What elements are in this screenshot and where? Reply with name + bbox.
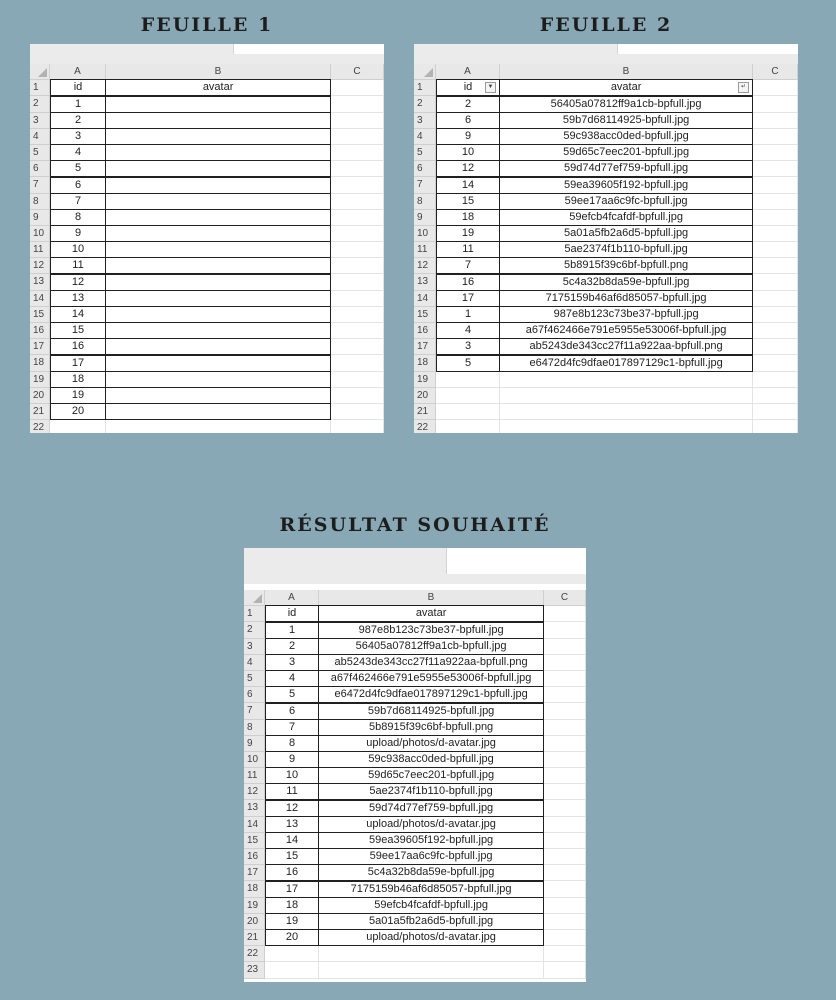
row-header[interactable]: 20	[30, 388, 50, 404]
cell[interactable]	[544, 752, 586, 768]
row-header[interactable]: 18	[244, 881, 265, 897]
cell[interactable]	[753, 129, 798, 145]
cell[interactable]	[331, 291, 384, 307]
cell-avatar[interactable]	[105, 387, 331, 404]
sheet2-formula-area	[414, 44, 798, 64]
cell-avatar[interactable]: 59c938acc0ded-bpfull.jpg	[318, 751, 544, 768]
cell[interactable]	[753, 339, 798, 355]
cell-id[interactable]: 4	[50, 144, 106, 161]
cell-avatar[interactable]: 59d74d77ef759-bpfull.jpg	[318, 800, 544, 817]
cell-id[interactable]: 9	[265, 751, 319, 768]
cell[interactable]	[331, 420, 384, 433]
cell[interactable]	[331, 258, 384, 274]
row-header[interactable]: 4	[30, 129, 50, 145]
row-header[interactable]: 11	[414, 242, 436, 258]
cell[interactable]	[106, 420, 331, 433]
result-spreadsheet	[244, 548, 586, 982]
cell-avatar[interactable]: 7175159b46af6d85057-bpfull.jpg	[318, 881, 544, 898]
cell-avatar[interactable]	[105, 144, 331, 161]
row-header[interactable]: 13	[244, 800, 265, 816]
row-header[interactable]: 15	[30, 307, 50, 323]
cell-id[interactable]: 5	[50, 160, 106, 177]
header-cell-avatar[interactable]: avatar	[318, 605, 544, 622]
row-header[interactable]: 6	[30, 161, 50, 177]
cell[interactable]	[331, 113, 384, 129]
cell-id[interactable]: 9	[50, 225, 106, 242]
cell-id[interactable]: 15	[436, 193, 500, 210]
cell[interactable]	[331, 339, 384, 355]
header-cell-id[interactable]: id	[50, 79, 106, 96]
result-title: RÉSULTAT SOUHAITÉ	[279, 514, 551, 536]
row-header[interactable]: 12	[244, 784, 265, 800]
row-header[interactable]: 7	[30, 177, 50, 193]
cell-avatar[interactable]	[105, 274, 331, 291]
sheet1-grid	[30, 64, 384, 433]
cell[interactable]	[500, 372, 753, 388]
row-header[interactable]: 22	[244, 946, 265, 962]
cell[interactable]	[544, 817, 586, 833]
cell[interactable]	[753, 323, 798, 339]
cell-id[interactable]: 16	[265, 864, 319, 881]
column-header-c[interactable]: C	[331, 64, 384, 80]
cell[interactable]	[753, 177, 798, 193]
row-header[interactable]: 9	[414, 210, 436, 226]
select-all-corner[interactable]	[414, 64, 436, 80]
cell-id[interactable]: 12	[50, 274, 106, 291]
result-formula-bar[interactable]	[446, 548, 586, 574]
row-header[interactable]: 9	[244, 736, 265, 752]
select-all-corner[interactable]	[30, 64, 50, 80]
row-header[interactable]: 23	[244, 962, 265, 978]
cell-id[interactable]: 12	[436, 160, 500, 177]
cell-id[interactable]: 6	[50, 177, 106, 194]
cell[interactable]	[544, 639, 586, 655]
cell[interactable]	[331, 372, 384, 388]
row-header[interactable]: 1	[30, 80, 50, 96]
cell[interactable]	[753, 80, 798, 96]
row-header[interactable]: 7	[414, 177, 436, 193]
row-header[interactable]: 13	[414, 274, 436, 290]
row-header[interactable]: 7	[244, 703, 265, 719]
cell-avatar[interactable]: 59d65c7eec201-bpfull.jpg	[499, 144, 753, 161]
row-header[interactable]: 3	[414, 113, 436, 129]
sheet2-grid	[414, 64, 798, 433]
sheet1-title: FEUILLE 1	[140, 14, 274, 36]
cell-id[interactable]: 2	[50, 112, 106, 129]
cell[interactable]	[331, 242, 384, 258]
cell[interactable]	[544, 671, 586, 687]
cell-avatar[interactable]: 59ea39605f192-bpfull.jpg	[499, 177, 753, 194]
cell-id[interactable]: 19	[436, 225, 500, 242]
cell[interactable]	[50, 420, 106, 433]
row-header[interactable]: 17	[244, 865, 265, 881]
row-header[interactable]: 10	[414, 226, 436, 242]
cell-id[interactable]: 14	[50, 306, 106, 323]
cell[interactable]	[544, 703, 586, 719]
row-header[interactable]: 22	[414, 420, 436, 433]
column-header-b[interactable]: B	[500, 64, 753, 80]
cell[interactable]	[500, 404, 753, 420]
cell-avatar[interactable]	[105, 290, 331, 307]
cell-avatar[interactable]: 5b8915f39c6bf-bpfull.png	[499, 257, 753, 274]
column-header-b[interactable]: B	[319, 590, 544, 606]
cell-avatar[interactable]	[105, 371, 331, 388]
cell[interactable]	[753, 404, 798, 420]
cell-id[interactable]: 8	[265, 735, 319, 752]
cell[interactable]	[265, 946, 319, 962]
cell-avatar[interactable]: 59d65c7eec201-bpfull.jpg	[318, 767, 544, 784]
cell[interactable]	[753, 113, 798, 129]
cell-id[interactable]: 8	[50, 209, 106, 226]
result-grid	[244, 590, 586, 982]
cell[interactable]	[331, 177, 384, 193]
cell-id[interactable]: 7	[265, 719, 319, 736]
cell-avatar[interactable]	[105, 322, 331, 339]
cell[interactable]	[753, 355, 798, 371]
cell[interactable]	[753, 96, 798, 112]
row-header[interactable]: 11	[30, 242, 50, 258]
cell[interactable]	[544, 881, 586, 897]
cell-avatar[interactable]: 5ae2374f1b110-bpfull.jpg	[499, 241, 753, 258]
cell-id[interactable]: 12	[265, 800, 319, 817]
cell[interactable]	[331, 96, 384, 112]
row-header[interactable]: 8	[244, 720, 265, 736]
cell-id[interactable]: 7	[50, 193, 106, 210]
cell[interactable]	[331, 80, 384, 96]
cell-avatar[interactable]	[105, 128, 331, 145]
cell-id[interactable]: 5	[265, 686, 319, 703]
cell[interactable]	[436, 388, 500, 404]
cell-id[interactable]: 3	[50, 128, 106, 145]
cell[interactable]	[544, 655, 586, 671]
row-header[interactable]: 21	[414, 404, 436, 420]
cell-id[interactable]: 18	[265, 897, 319, 914]
column-header-a[interactable]: A	[265, 590, 319, 606]
cell[interactable]	[331, 355, 384, 371]
row-header[interactable]: 18	[414, 355, 436, 371]
filter-dropdown-icon[interactable]: ▼	[485, 82, 496, 93]
cell[interactable]	[544, 606, 586, 622]
cell-id[interactable]: 3	[436, 338, 500, 355]
row-header[interactable]: 5	[414, 145, 436, 161]
cell[interactable]	[265, 962, 319, 978]
row-header[interactable]: 17	[414, 339, 436, 355]
cell-id[interactable]: 19	[265, 913, 319, 930]
cell-id[interactable]: 18	[436, 209, 500, 226]
cell[interactable]	[331, 145, 384, 161]
cell-id[interactable]: 17	[265, 881, 319, 898]
cell[interactable]	[753, 210, 798, 226]
cell-id[interactable]: 10	[50, 241, 106, 258]
row-header[interactable]: 12	[414, 258, 436, 274]
cell[interactable]	[544, 736, 586, 752]
row-header[interactable]: 8	[414, 194, 436, 210]
cell-avatar[interactable]: 59b7d68114925-bpfull.jpg	[318, 703, 544, 720]
cell[interactable]	[436, 372, 500, 388]
cell-avatar[interactable]	[105, 112, 331, 129]
cell-avatar[interactable]	[105, 160, 331, 177]
cell-avatar[interactable]: upload/photos/d-avatar.jpg	[318, 735, 544, 752]
column-header-a[interactable]: A	[436, 64, 500, 80]
row-header[interactable]: 16	[244, 849, 265, 865]
cell-avatar[interactable]	[105, 177, 331, 194]
header-cell-avatar[interactable]: avatar	[105, 79, 331, 96]
cell-id[interactable]: 11	[436, 241, 500, 258]
cell-avatar[interactable]: 5ae2374f1b110-bpfull.jpg	[318, 783, 544, 800]
cell[interactable]	[753, 226, 798, 242]
cell-avatar[interactable]	[105, 225, 331, 242]
cell-avatar[interactable]: upload/photos/d-avatar.jpg	[318, 929, 544, 946]
cell[interactable]	[544, 898, 586, 914]
cell[interactable]	[331, 388, 384, 404]
cell-avatar[interactable]: a67f462466e791e5955e53006f-bpfull.jpg	[318, 670, 544, 687]
cell[interactable]	[544, 720, 586, 736]
cell-id[interactable]: 9	[436, 128, 500, 145]
cell-id[interactable]: 17	[50, 355, 106, 372]
row-header[interactable]: 12	[30, 258, 50, 274]
header-cell-id[interactable]: id	[265, 605, 319, 622]
cell-id[interactable]: 17	[436, 290, 500, 307]
cell-avatar[interactable]	[105, 403, 331, 420]
cell-id[interactable]: 1	[265, 622, 319, 639]
row-header[interactable]: 19	[244, 898, 265, 914]
cell-id[interactable]: 11	[265, 783, 319, 800]
select-all-corner[interactable]	[244, 590, 265, 606]
cell-id[interactable]: 19	[50, 387, 106, 404]
cell-avatar[interactable]: 5a01a5fb2a6d5-bpfull.jpg	[499, 225, 753, 242]
sheet2-formula-bar[interactable]	[617, 44, 798, 54]
row-header[interactable]: 10	[30, 226, 50, 242]
row-header[interactable]: 13	[30, 274, 50, 290]
cell-avatar[interactable]: 5c4a32b8da59e-bpfull.jpg	[499, 274, 753, 291]
cell[interactable]	[331, 161, 384, 177]
cell[interactable]	[331, 210, 384, 226]
cell[interactable]	[753, 388, 798, 404]
row-header[interactable]: 3	[244, 639, 265, 655]
cell-id[interactable]: 11	[50, 257, 106, 274]
cell[interactable]	[544, 622, 586, 638]
cell-avatar[interactable]	[105, 257, 331, 274]
row-header[interactable]: 20	[244, 914, 265, 930]
cell[interactable]	[544, 962, 586, 978]
row-header[interactable]: 14	[414, 291, 436, 307]
cell-avatar[interactable]: 59efcb4fcafdf-bpfull.jpg	[318, 897, 544, 914]
cell-id[interactable]: 20	[265, 929, 319, 946]
row-header[interactable]: 19	[414, 372, 436, 388]
cell[interactable]	[753, 242, 798, 258]
cell-id[interactable]: 6	[265, 703, 319, 720]
header-cell-id[interactable]: id ▼	[436, 79, 500, 96]
cell[interactable]	[544, 800, 586, 816]
cell-id[interactable]: 10	[436, 144, 500, 161]
cell-id[interactable]: 15	[265, 848, 319, 865]
cell-avatar[interactable]	[105, 209, 331, 226]
cell[interactable]	[331, 194, 384, 210]
row-header[interactable]: 4	[244, 655, 265, 671]
cell-avatar[interactable]: 59efcb4fcafdf-bpfull.jpg	[499, 209, 753, 226]
row-header[interactable]: 16	[30, 323, 50, 339]
sheet1-formula-area	[30, 44, 384, 64]
cell[interactable]	[500, 388, 753, 404]
cell-id[interactable]: 14	[436, 177, 500, 194]
cell-id[interactable]: 4	[265, 670, 319, 687]
result-formula-area	[244, 548, 586, 584]
row-header[interactable]: 17	[30, 339, 50, 355]
cell-avatar[interactable]	[105, 338, 331, 355]
cell-id[interactable]: 10	[265, 767, 319, 784]
row-header[interactable]: 20	[414, 388, 436, 404]
cell-avatar[interactable]: 56405a07812ff9a1cb-bpfull.jpg	[318, 638, 544, 655]
cell-avatar[interactable]: 59c938acc0ded-bpfull.jpg	[499, 128, 753, 145]
cell-avatar[interactable]: 56405a07812ff9a1cb-bpfull.jpg	[499, 96, 753, 113]
row-header[interactable]: 16	[414, 323, 436, 339]
row-header[interactable]: 4	[414, 129, 436, 145]
sheet1-formula-bar[interactable]	[233, 44, 384, 54]
row-header[interactable]: 5	[244, 671, 265, 687]
cell-id[interactable]: 6	[436, 112, 500, 129]
row-header[interactable]: 15	[414, 307, 436, 323]
cell[interactable]	[753, 372, 798, 388]
header-cell-avatar[interactable]: avatar ↵	[499, 79, 753, 96]
row-header[interactable]: 2	[414, 96, 436, 112]
cell-avatar[interactable]: 59ea39605f192-bpfull.jpg	[318, 832, 544, 849]
cell-id[interactable]: 5	[436, 355, 500, 372]
sheet1-spreadsheet	[30, 44, 384, 433]
row-header[interactable]: 9	[30, 210, 50, 226]
column-header-c[interactable]: C	[753, 64, 798, 80]
cell-id[interactable]: 1	[436, 306, 500, 323]
row-header[interactable]: 5	[30, 145, 50, 161]
cell[interactable]	[753, 420, 798, 433]
cell[interactable]	[331, 129, 384, 145]
cell-avatar[interactable]: a67f462466e791e5955e53006f-bpfull.jpg	[499, 322, 753, 339]
cell[interactable]	[544, 865, 586, 881]
row-header[interactable]: 6	[244, 687, 265, 703]
cell-id[interactable]: 16	[50, 338, 106, 355]
cell-id[interactable]: 2	[265, 638, 319, 655]
cell[interactable]	[331, 226, 384, 242]
cell[interactable]	[544, 930, 586, 946]
row-header[interactable]: 14	[244, 817, 265, 833]
cell-id[interactable]: 15	[50, 322, 106, 339]
cell-avatar[interactable]: 987e8b123c73be37-bpfull.jpg	[499, 306, 753, 323]
cell-avatar[interactable]: 59b7d68114925-bpfull.jpg	[499, 112, 753, 129]
cell-id[interactable]: 2	[436, 96, 500, 113]
cell-id[interactable]: 7	[436, 257, 500, 274]
column-header-c[interactable]: C	[544, 590, 586, 606]
cell-id[interactable]: 1	[50, 96, 106, 113]
sheet2-spreadsheet	[414, 44, 798, 433]
cell-id[interactable]: 13	[50, 290, 106, 307]
cell-avatar[interactable]: 5b8915f39c6bf-bpfull.png	[318, 719, 544, 736]
cell-avatar[interactable]: 7175159b46af6d85057-bpfull.jpg	[499, 290, 753, 307]
cell-id[interactable]: 16	[436, 274, 500, 291]
cell[interactable]	[331, 404, 384, 420]
row-header[interactable]: 14	[30, 291, 50, 307]
row-header[interactable]: 10	[244, 752, 265, 768]
cell[interactable]	[544, 849, 586, 865]
cell-id[interactable]: 14	[265, 832, 319, 849]
cell[interactable]	[753, 145, 798, 161]
cell[interactable]	[753, 194, 798, 210]
cell-avatar[interactable]: 59d74d77ef759-bpfull.jpg	[499, 160, 753, 177]
cell-avatar[interactable]: 59ee17aa6c9fc-bpfull.jpg	[318, 848, 544, 865]
cell-avatar[interactable]: 59ee17aa6c9fc-bpfull.jpg	[499, 193, 753, 210]
row-header[interactable]: 22	[30, 420, 50, 433]
cell-avatar[interactable]: 5c4a32b8da59e-bpfull.jpg	[318, 864, 544, 881]
column-header-a[interactable]: A	[50, 64, 106, 80]
row-header[interactable]: 11	[244, 768, 265, 784]
row-header[interactable]: 18	[30, 355, 50, 371]
cell[interactable]	[753, 307, 798, 323]
cell-avatar[interactable]: e6472d4fc9dfae017897129c1-bpfull.jpg	[318, 686, 544, 703]
cell-avatar[interactable]: ab5243de343cc27f11a922aa-bpfull.png	[318, 654, 544, 671]
cell[interactable]	[331, 274, 384, 290]
cell[interactable]	[331, 323, 384, 339]
cell[interactable]	[753, 291, 798, 307]
cell-avatar[interactable]: upload/photos/d-avatar.jpg	[318, 816, 544, 833]
column-header-b[interactable]: B	[106, 64, 331, 80]
cell-id[interactable]: 13	[265, 816, 319, 833]
cell[interactable]	[544, 946, 586, 962]
sort-filter-icon[interactable]: ↵	[738, 82, 749, 93]
cell[interactable]	[544, 687, 586, 703]
row-header[interactable]: 6	[414, 161, 436, 177]
cell[interactable]	[544, 768, 586, 784]
cell-id[interactable]: 18	[50, 371, 106, 388]
cell-id[interactable]: 20	[50, 403, 106, 420]
cell-avatar[interactable]: 987e8b123c73be37-bpfull.jpg	[318, 622, 544, 639]
row-header[interactable]: 8	[30, 194, 50, 210]
cell-id[interactable]: 4	[436, 322, 500, 339]
cell[interactable]	[753, 161, 798, 177]
cell-avatar[interactable]	[105, 193, 331, 210]
cell-avatar[interactable]: 5a01a5fb2a6d5-bpfull.jpg	[318, 913, 544, 930]
sheet2-title: FEUILLE 2	[539, 14, 673, 36]
cell[interactable]	[331, 307, 384, 323]
cell-avatar[interactable]: ab5243de343cc27f11a922aa-bpfull.png	[499, 338, 753, 355]
cell[interactable]	[319, 946, 544, 962]
cell-avatar[interactable]	[105, 241, 331, 258]
cell[interactable]	[436, 404, 500, 420]
row-header[interactable]: 1	[414, 80, 436, 96]
cell-id[interactable]: 3	[265, 654, 319, 671]
cell-avatar[interactable]: e6472d4fc9dfae017897129c1-bpfull.jpg	[499, 355, 753, 372]
cell-avatar[interactable]	[105, 306, 331, 323]
row-header[interactable]: 19	[30, 372, 50, 388]
cell[interactable]	[436, 420, 500, 433]
cell[interactable]	[544, 833, 586, 849]
cell[interactable]	[753, 274, 798, 290]
row-header[interactable]: 2	[244, 622, 265, 638]
row-header[interactable]: 1	[244, 606, 265, 622]
row-header[interactable]: 15	[244, 833, 265, 849]
cell[interactable]	[544, 914, 586, 930]
row-header[interactable]: 21	[30, 404, 50, 420]
cell[interactable]	[753, 258, 798, 274]
row-header[interactable]: 21	[244, 930, 265, 946]
cell[interactable]	[500, 420, 753, 433]
cell-avatar[interactable]	[105, 96, 331, 113]
row-header[interactable]: 3	[30, 113, 50, 129]
cell-avatar[interactable]	[105, 355, 331, 372]
cell[interactable]	[544, 784, 586, 800]
row-header[interactable]: 2	[30, 96, 50, 112]
cell[interactable]	[319, 962, 544, 978]
